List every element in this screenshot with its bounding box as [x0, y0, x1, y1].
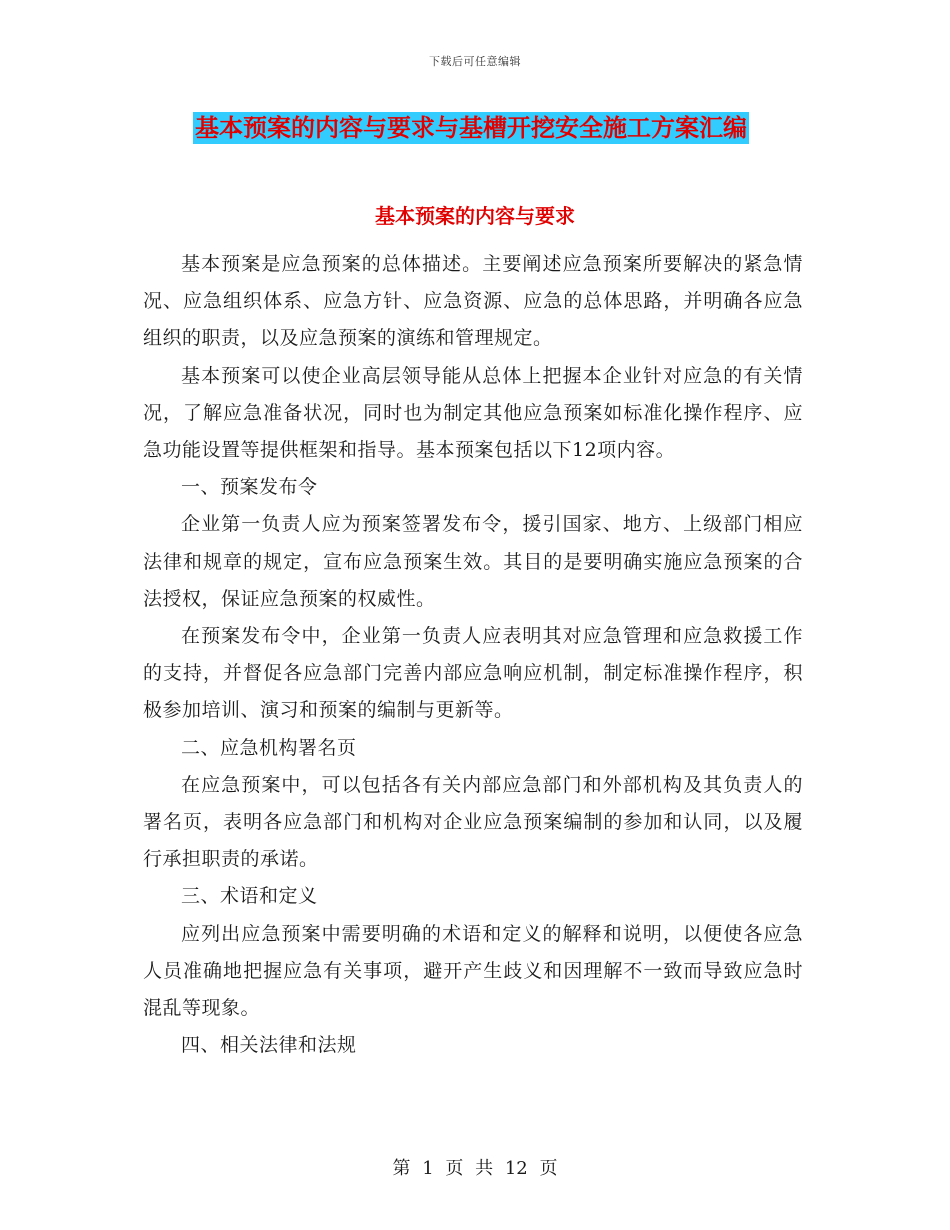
subsection-heading: 四、相关法律和法规: [181, 1034, 357, 1057]
paragraph: 在预案发布令中，企业第一负责人应表明其对应急管理和应急救援工作的支持，并督促各应急部门完善内部应急响应机制，制定标准操作程序，积极参加培训、演习和预案的编制与更新等。: [143, 625, 803, 722]
paragraph: 基本预案是应急预案的总体描述。主要阐述应急预案所要解决的紧急情况、应急组织体系、应急方针、应急资源、应急的总体思路，并明确各应急组织的职责，以及应急预案的演练和管理规定。: [143, 253, 803, 350]
paragraph: 应列出应急预案中需要明确的术语和定义的解释和说明，以便使各应急人员准确地把握应急有关事项，避开产生歧义和因理解不一致而导致应急时混乱等现象。: [143, 922, 803, 1020]
document-body: [143, 246, 803, 1064]
paragraph: 在应急预案中，可以包括各有关内部应急部门和外部机构及其负责人的署名页，表明各应急部门和机构对企业应急预案编制的参加和认同，以及履行承担职责的承诺。: [143, 773, 803, 871]
page-header-note: 下载后可任意编辑: [429, 55, 521, 68]
paragraph: 基本预案可以使企业高层领导能从总体上把握本企业针对应急的有关情况，了解应急准备状况，同时也为制定其他应急预案如标准化操作程序、应急功能设置等提供框架和指导。基本预案包括以下12项内容。: [143, 364, 803, 462]
subsection-heading: 三、术语和定义: [181, 885, 318, 908]
page-footer-number: 第 1 页 共 12 页: [392, 1158, 558, 1179]
paragraph: 企业第一负责人应为预案签署发布令，援引国家、地方、上级部门相应法律和规章的规定，宣布应急预案生效。其目的是要明确实施应急预案的合法授权，保证应急预案的权威性。: [143, 513, 803, 610]
section-title: 基本预案的内容与要求: [375, 204, 575, 228]
subsection-heading: 一、预案发布令: [181, 476, 318, 499]
document-title: 基本预案的内容与要求与基槽开挖安全施工方案汇编: [195, 113, 747, 142]
subsection-heading: 二、应急机构署名页: [181, 736, 357, 759]
